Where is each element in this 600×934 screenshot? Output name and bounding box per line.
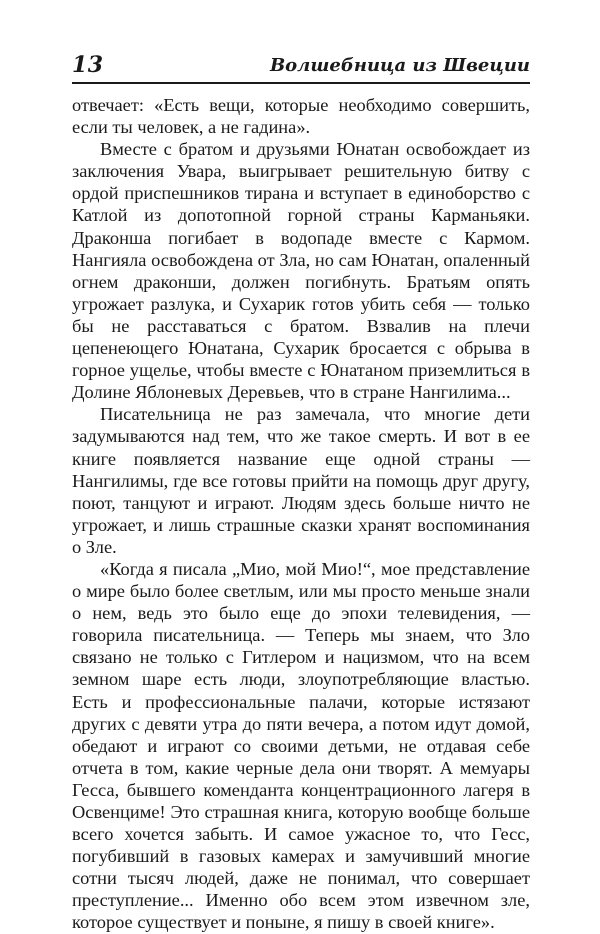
- paragraph: Вместе с братом и друзьями Юнатан освобождает из заключения Увара, выигрывает решительную битву с ордой приспешников тирана и вступает в единоборство с Катлой из допотопной горной страны Карманьяки. Драконша погибает в водопаде вместе с Кармом. Нангияла освобождена от Зла, но сам Юнатан, опаленный огнем драконши, должен погибнуть. Братьям опять угрожает разлука, и Сухарик готов убить себя — только бы не расставаться с братом. Взвалив на плечи цепенеющего Юнатана, Сухарик бросается с обрыва в горное ущелье, чтобы вместе с Юнатаном приземлиться в Долине Яблоневых Деревьев, что в стране Нангилима...: [72, 139, 530, 403]
- book-title: Волшебница из Швеции: [269, 55, 530, 76]
- paragraph: «Когда я писала „Мио, мой Мио!“, мое представление о мире было более светлым, или мы просто меньше знали о нем, ведь это было еще до эпохи телевидения, — говорила писательница. — Теперь мы знаем, что Зло связано не только с Гитлером и нацизмом, что на всем земном шаре есть люди, злоупотребляющие властью. Есть и профессиональные палачи, которые истязают других с девяти утра до пяти вечера, а потом идут домой, обедают и играют со своими детьми, не отдавая себе отчета в том, какие черные дела они творят. А мемуары Гесса, бывшего коменданта концентрационного лагеря в Освенциме! Это страшная книга, которую вообще больше всего хочется забыть. И самое ужасное то, что Гесс, погубивший в газовых камерах и замучивший многие сотни тысяч людей, даже не понимал, что совершает преступление... Именно обо всем этом извечном зле, которое существует и поныне, я пишу в своей книге».: [72, 558, 530, 933]
- paragraph: Писательница не раз замечала, что многие дети задумываются над тем, что же такое смерть. И вот в ее книге появляется название еще одной страны — Нангилимы, где все готовы прийти на помощь друг другу, поют, танцуют и играют. Людям здесь больше ничто не угрожает, и лишь страшные сказки хранят воспоминания о Зле.: [72, 404, 530, 557]
- header-rule: [72, 82, 530, 84]
- running-head: [72, 50, 530, 84]
- paragraph-continuation: отвечает: «Есть вещи, которые необходимо совершить, если ты человек, а не гадина».: [72, 95, 530, 138]
- page-number: 13: [72, 52, 104, 78]
- body-text: [72, 94, 530, 934]
